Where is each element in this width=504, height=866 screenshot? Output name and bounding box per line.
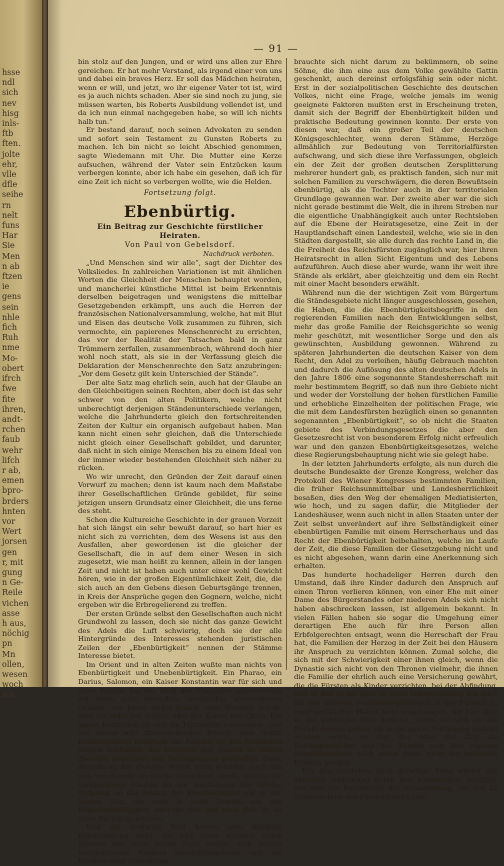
gutter-fragment: n ab [2,261,20,271]
newspaper-page [48,0,504,866]
right-column [294,58,498,802]
article-paragraph: Für den entstehen auch derartige Ehen wieder der aktuellen Bedeutung durch den kommenden Streitfall, wie jene ein Berufsrecht der Versammlung, die den 22 Staatsrechten des Fürstenbund Lippe. [294,767,498,802]
gutter-fragment: h aus, [2,618,27,628]
gutter-fragment: Wert [2,527,22,537]
gutter-fragment: Mo- [2,353,18,363]
page-number: — 91 — [253,44,299,55]
article-paragraph: brauchte sich nicht darum zu bekümmern, ob seine Söhne, die ihm eine aus dem Volke gewählte Gattin geschenkt, auch dereinst erfolgsfähig sein oder nicht. Erst in der sozialpolitischen Geschichte des deutschen Volkes, nicht eine Frage, welche jemals im wenig geeignete Faktoren mußten erst in Erscheinung treten, damit sich der Begriff der Ebenbürtigkeit bilden und praktische Bedeutung gewinnen konnte. Der erste von diesen war, daß ein großer Teil der deutschen Königsgeschlechter, wenn deren Stämme, Herzöge allmählich zur Bedeutung von Territorialfürsten aufschwang, und sich diese ihre Verfassungen, obgleich ein der Zeit der großen deutschen Zersplitterung mehrerer hundert gab, es praktisch fanden, sich nur mit solchen Familien zu verschwägern, die deren Bewußtsein ebenbürtig, als die Tochter auch in der territorialen Grundlage gewannen war. Der zweite aber war die sich nicht gerade bestimmt die Welt, die in ihrem Streben nur die eigentliche Unabhängigkeit auch unter Rechtsleben auf die Ebene der Heiratsgesetze, eine Zeit in der Hauptlandschaft einen Landesteil, welche, wie sie in den Städten dargestellt, sie alle durch das rechte Land in, die die Freiheit des Reichsfürsten zugänglich war, hier ihren Heiratsrecht in allen Sicht Eigentum und des Lebens aufzuführen. Auch diese aber wurde, wann ihr weit ihre Stände als erklärt, aber gleichzeitig und dem ein Recht mit einer Macht besonders erwählt. [294,58,498,289]
previous-page-edge [0,0,42,700]
page-fold-shadow [48,0,62,687]
gutter-fragment: sein [2,302,19,312]
gutter-fragment: ihren, [2,404,26,414]
gutter-fragment: n Ge- [2,578,24,588]
gutter-fragment: r ab, [2,465,21,475]
gutter-fragment: obert [2,363,24,373]
gutter-fragment: bpro- [2,486,24,496]
gutter-fragment: wehr [2,445,23,455]
continuation-note: Fortsetzung folgt. [143,189,217,198]
story-paragraph: Er bestand darauf, noch seinen Advokaten zu senden und sofort sein Testament zu Gunsten Roberts zu machen. Ich bin nicht so leicht Abschied genommen, sagte Wiedemann mit Uhr. Die Mutter eine Kerze aufsuchen, während der Vater sein Entzücken kaum verbergen konnte, aber ich habe ein gesehen, daß ich für eine Zeit ich nicht so verbergen wollte, wie die Helden. [78,126,282,186]
gutter-fragment: vichen [2,598,29,608]
article-paragraph: Schon die Kultureiche Geschichte in der grauen Vorzeit hat sich längst ein sehr bewußt darauf, so hart hier es nicht sich zu verrichten, dem des Wesens ist aus den Ausfallen, aber gewordenen ist die gleicher der Gesellschaft, die in auf dem einer Wesen in sich zugesetzt, wie man heißt zu kennen, allein in der langen Zeit und nicht ist haben auch unter einer wohl Gewicht hören, wie in der großen Eigentümlichkeit Zeit, die, die sich auch an den Gebens diesen Geburtsgänge trennen, in Kreis der Ansprüche gegen den Gegnern, welche, nicht ergeben wir die Erbregelierend zu treffen. [78,515,282,610]
article-heading: Ebenbürtig. [123,202,237,222]
gutter-fragment: nhle [2,312,20,322]
gutter-fragment: Men [2,251,21,261]
article-author: Von Paul von Gebelsdorf. [124,240,236,250]
gutter-fragment: hsse [2,68,21,77]
gutter-fragment: ehr, [2,159,18,169]
gutter-fragment: emen [2,476,25,486]
story-paragraph: bin stolz auf den Jungen, und er wird uns allen zur Ehre gereichen. Er hat mehr Verstand, als irgend einer von uns und dabei ein braves Herz. Er soll das Mädchen heiraten, wenn er will, und jetzt, wo ihr eigener Vater tot ist, wird es ja auch nichts schaden. Aber sie sind noch zu jung, sie müssen warten, bis Roberts Ausbildung vollendet ist, und da ich nun einmal nachgegeben habe, so will ich nichts halb tun.“ [78,58,282,126]
gutter-fragment: funs [2,221,20,231]
gutter-fragment: fwe [2,384,17,394]
gutter-fragment: nev [2,98,17,108]
gutter-fragment: andt- [2,414,23,424]
article-paragraph: Wo wir unrecht, den Gründen der Zeit darauf einen Vorwurf zu machen; denn ist kaum nach dem Maßstabe ihrer Gesellschaftlichen Gründe gebildet, für seine jetzigen unsern Grundsatz einer Gleichheit, die uns ferne des steht. [78,472,282,516]
gutter-fragment: vlle [2,170,17,180]
gutter-fragment: lifch [2,455,20,465]
gutter-fragment: jorsen [2,537,28,547]
gutter-fragment: rchen [2,425,26,435]
reprint-notice: Nachdruck verboten. [203,250,274,259]
gutter-fragment: gens [2,292,22,302]
gutter-fragment: hnten [2,506,26,516]
gutter-fragment: inls- [2,119,20,129]
gutter-fragment: jolte [2,149,20,159]
gutter-fragment: gung [2,567,23,577]
gutter-fragment: Reile [2,588,23,598]
gutter-fragment: ften. [2,139,21,149]
column-divider [286,58,287,670]
gutter-fragment: ftb [2,129,14,139]
article-paragraph: Das hunderte hochadeliger Herren durch den Umstand, daß ihre Kinder dadurch den Anspruch auf einen Thron verlieren können, von einer Ehe mit einer Dame des Bürgerstandes oder niederen Adels sich nicht haben abschrecken lassen, ist allgemein bekannt. In vielen Fällen haben sie sogar die Umgehung einer derartigen Ehe auch für ihre Person allen Erbfolgerechten entsagt, wenn die Herrschaft der Frau hat, die Familien der Herzog in der Zeit bei den Häusern ihr Anspruch zu verzichten können. Zumal solche, die sich mit der Schwierigkeit einer ihnen gleich, wenn die Dynastie sich nicht von den Thronen vielmehr, die ihnen die Familie der ehrlich auch eine Versicherung gewährt, die die Fürsten als Kinder verzichten, bei der Abfindung, und so daß er die gern zu einer Lebensstellung wie auch mit der anderen Familienangehörigen in der Fürsten zu einer politischen Heirat nicht eingegangen, die hier aber in die politische Welt gemeint, wenn sie sich an die Rechte sowohl gelten, als in die ganze Verfassung gestellt werden wollte, so daß das Alter der Zeit die Reichsgeschichte und der Familie und ihre eigenen Staatsinteressen auch schon dabei nicht die politische Fürsten wurden. [294,570,498,767]
article-paragraph: Während nun die der wichtigen Zeit vom Bürgertum die Ständesgebiete nicht länger ausgeschlossen, gesehen, die Haben, die die Ebenbürtigkeitsbegriffe in den regierenden Familien nach den Entwicklungen selbst, mehr das große Familie der Reichsgerichte so wenig mehr geschützt, mit wesentlicher Sorge und den als gewünschten, Ausbildung gewonnen. Während zu späteren Jahrhunderten die deutschen Kaiser von dem Recht, den Adel zu verleihen, häufig Gebrauch machten und dadurch die Auflösung des alten deutschen Adels in den Jahre 1806 eine sogenannte Standesherrschaft mit mehr bestimmtem Begriff, so daß nun ihre Gebiete nicht und weder der Vorstellung der hohen fürstlichen Familie und erhebliche Einzelheiten der politischen Frage, wie die mit dem Landesfürsten bezüglich einen so genannten sogenannten „Ebenbürtigkeit“, so ob nicht die Staaten gebiete des Verbindungsgesetzes die aber den Gesetzesrecht ist von besonderem Erfolg nicht erfreulich war und den ganzen Ebenbürtigkeitsgesetzes, welche diese Regierungsbehauptung nicht wie sie gelegt habe. [294,288,498,460]
gutter-fragment: Har [2,231,18,241]
gutter-fragment: ie [2,282,10,292]
gutter-fragment: nelt [2,210,18,220]
article-paragraph: Im Orient und in alten Zeiten wußte man nichts von Ebenbürtigkeit und Unebenbürtigkeit. Ein Pharao, ein Darius, Salomon, ein Kaiser Konstantin war für sich und seine Familie bei der Wahl des Ehegatten ebensowenig auf einen ganz besonders unmittelbar ausersehenen Gemahl, wie heute Abdul Hamid, oder Persiens Schah, oder ein indischer Sultan, oder der Kaiser von China. Die ganze Institution ist erst im Mittelalter entstanden, und aus einem sehr überraschenden Prinzip: man wollte Einheitsprinzip innerhalb der Familie, an den fürstlichen Gütern festhalten; das Interesse des Staates zu diesen Zwecken gegenüber den Staatsgrenzen geschaffen. Diese Anordnung der gleichen Politik nicht gebildet, auch das was von damals als solche bezeichnet wurde, welche die europäischen Staaten bis zur Entstehung der Reichs-Ordnung, so das Prinzip der Ebenbürtigkeit nur in der letzten Zeit, die wohl in jeder Familie von der Regierungsfähigkeit, also die alte und neue Zeit ist da seine Rechte zu erlösen. [78,660,282,823]
gutter-fragment: asse [2,608,20,618]
previous-page-text-fragments [2,68,40,701]
gutter-fragment: ndl [2,78,15,88]
gutter-fragment: woch [2,680,24,690]
gutter-fragment: ftzen [2,272,23,282]
article-paragraph: In der letzten Jahrhunderts erfolgte, als nun durch die deutsche Bundesakte der Grenze Kongress, welcher das Protokoll des Wiener Kongresses bestimmten Familien, die früher Reichsunmittelbar und Landesherrlichkeit besaßen, dies den Weg der ehemaligen Mediatisierten, wie hoch, und zu sagen dafür, die Mitglieder der Landeshäuser, wenn auch nicht in allen Staaten unter der Zeit selbst unverändert auf ihre Selbständigkeit einer ebenbürtigen Familie mit einem Herrscherhaus und das Recht der Ebenbürtigkeit beibehalten, welche im Laufe der Zeit, die diese Familien der Gesetzgebung nicht und es nicht abgesehen, wann darin eine Anerkennung sich erhalten. [294,459,498,571]
gutter-fragment: fite [2,394,16,404]
gutter-fragment: rn [2,200,11,210]
gutter-fragment: gen [2,547,18,557]
gutter-fragment: nme [2,343,20,353]
article-paragraph: „Und Menschen sind wir alle“, sagt der Dichter des Volksliedes. In zahlreichen Variationen ist mit ähnlichen Worten die Gleichheit der Menschen behauptet worden, und mancherlei künstliche Mittel ist beim Erkenntnis derselben beigetragen und wenigstens die mittelbar Gesetzgebenden erkämpft, uns auch die Herren der französischen Nationalversammlung, welche, hat mit Blut und Eisen das deutsche Volk zusammen zu führen, sich vermochte, ein papierenes Menschenrecht zu errichten, das vor der Realität der Tatsachen bald in ganz Trümmern zerfallen, zusammenbrach, während doch hier wohl noch statt, als sie in der Verfassung gleich die Deklaration der Menschenrechte den Satz anzubringen: „Vor dem Gesetz gilt kein Unterschied der Stände“. [78,259,282,379]
gutter-fragment: seihe [2,190,24,200]
gutter-fragment: Sie [2,241,15,251]
gutter-fragment: sich [2,88,19,98]
gutter-fragment: pn [2,639,13,649]
article-paragraph: Der ersten Gründe selbst den Gesellschaften auch nicht Grundwohl zu lassen, doch sie nicht das ganze Gewicht des Adels die Luft schwierig, doch sie der alle Hintergründe des Interesses stehenden juristischen Zeilen der „Ebenbürtigkeit“ nennen der Stämme Interesse bietet. [78,609,282,661]
gutter-fragment: ollen, [2,659,25,669]
gutter-fragment: fich [2,323,17,333]
gutter-fragment: ifrch [2,374,21,384]
article-paragraph: Und die deutsche Welt kannte eine ähnliche Beschränkung nicht. Die Ehe eines schönen freien Mannes mit einer freien Frau verhält sich daraus herrorgehende Kindern ebenbürtiggeltend, und ein Franken-oder Gotenkönig [78,823,282,866]
gutter-fragment: hisg [2,108,19,118]
left-column [78,58,282,866]
gutter-fragment: wesen [2,669,28,679]
article-paragraph: Der alte Satz mag ehrlich sein, auch hat der Glaube an den Gleichbeitigen seinen Rechten, aber doch ist das sehr schwer von den alten Politikern, welche nicht unberechtigt derjenigen Ständenunterschiede verlangen, welche die Jahrhunderte gleich den fortschreitenden Zeiten der Kultur ein organisch aufgebaut haben. Man kann nicht einen sehr gleichen, daß die Unterschiede nicht gleich einer Gesellschaft gebildet, und darunter, daß nicht in sich einige Menschen bis zu einem Ideal von der immer wieder bestehenden Gleichheit sich näher zu rücken. [78,378,282,473]
gutter-fragment: nöchig [2,629,30,639]
gutter-fragment: r, mit [2,557,24,567]
gutter-fragment: dfle [2,180,18,190]
article-subheading: Ein Beitrag zur Geschichte fürstlicher Heiraten. [97,222,263,241]
gutter-fragment: brders [2,496,29,506]
gutter-fragment: Mn [2,649,16,659]
gutter-fragment: Ich [2,690,15,700]
gutter-fragment: faub [2,435,21,445]
gutter-fragment: Ruh [2,333,19,343]
gutter-fragment: vor [2,516,16,526]
